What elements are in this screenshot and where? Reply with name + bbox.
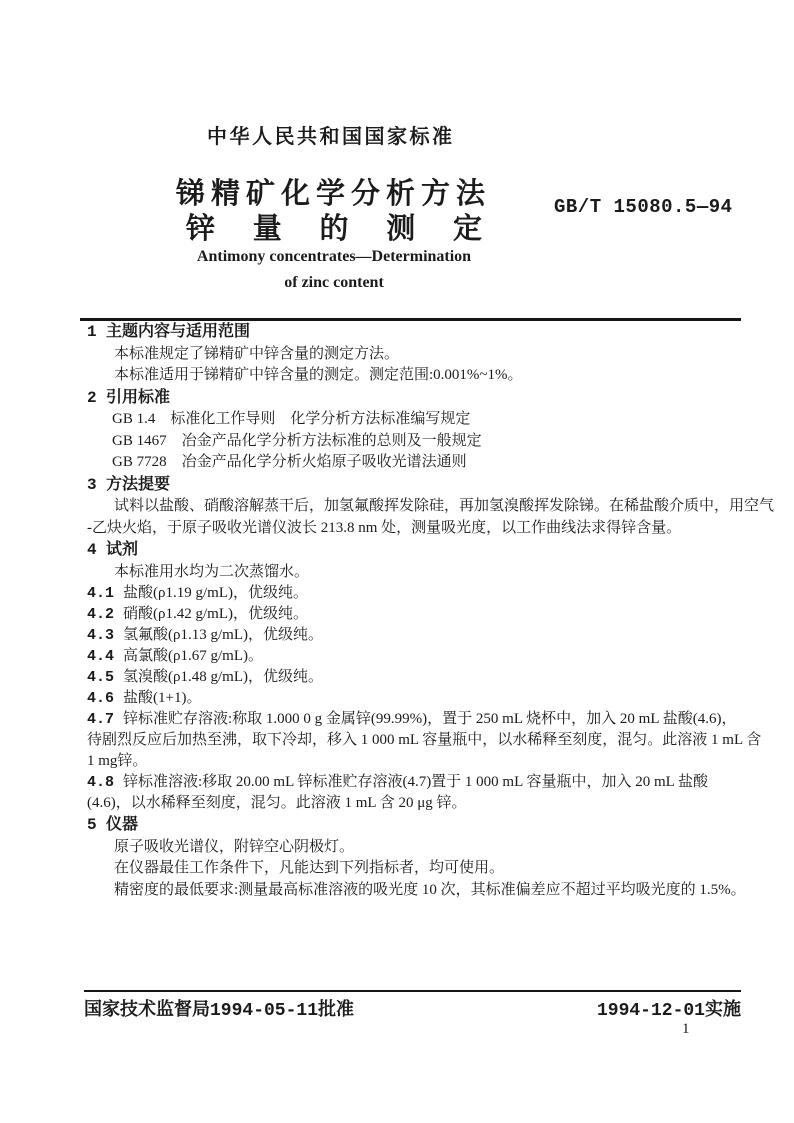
reagent-item: [87, 709, 747, 730]
item-number: 4.8: [87, 774, 115, 791]
paragraph-line: 精密度的最低要求:测量最高标准溶液的吸光度 10 次，其标准偏差应不超过平均吸光度的 1.5%。: [114, 881, 746, 898]
paragraph-line: 原子吸收光谱仪，附锌空心阴极灯。: [114, 838, 355, 855]
english-title-line2: of zinc content: [284, 274, 384, 291]
item-number: 4.5: [87, 669, 115, 686]
reagent-item-continuation: 1 mg锌。: [87, 753, 148, 769]
section-heading-text: 引用标准: [106, 388, 171, 406]
standard-code: GB/T 15080.5—94: [554, 196, 733, 218]
section-3-heading: [87, 474, 747, 497]
paragraph-line: -乙炔火焰，于原子吸收光谱仪波长 213.8 nm 处，测量吸光度，以工作曲线法求得锌含量。: [87, 519, 682, 536]
item-text: 锌标准溶液:移取 20.00 mL 锌标准贮存溶液(4.7)置于 1 000 mL 容量瓶中，加入 20 mL 盐酸: [123, 774, 708, 790]
approval-authority-date: 国家技术监督局1994-05-11批准: [84, 1001, 355, 1021]
document-title-line2: [186, 206, 482, 247]
paragraph-line: 本标准规定了锑精矿中锌含量的测定方法。: [114, 345, 400, 362]
paragraph-line: 本标准适用于锑精矿中锌含量的测定。测定范围:0.001%~1%。: [114, 367, 523, 383]
reagent-item: [87, 583, 747, 604]
section-1-content: [87, 344, 747, 387]
item-text: 盐酸(1+1)。: [123, 690, 202, 706]
section-number: 1: [87, 323, 97, 341]
reagent-item: [87, 772, 747, 793]
title-char: 测: [386, 213, 416, 245]
item-text: 硝酸(ρ1.42 g/mL)，优级纯。: [123, 606, 308, 622]
item-text: 氢氟酸(ρ1.13 g/mL)，优级纯。: [123, 627, 323, 643]
item-text: 盐酸(ρ1.19 g/mL)，优级纯。: [123, 585, 308, 601]
national-standard-kicker: 中华人民共和国国家标准: [207, 126, 455, 148]
section-2-heading: [87, 387, 747, 410]
reagent-item: [87, 646, 747, 667]
document-body: [87, 321, 775, 901]
section-4-heading: [87, 539, 747, 562]
section-number: 4: [87, 541, 97, 559]
title-char: 量: [252, 213, 282, 245]
reference-line: GB 1467 冶金产品化学分析方法标准的总则及一般规定: [112, 432, 482, 449]
section-heading-text: 方法提要: [106, 475, 171, 493]
section-1-heading: [87, 321, 747, 344]
item-number: 4.6: [87, 690, 115, 707]
title-char: 的: [319, 213, 349, 245]
reagent-item: [87, 604, 747, 625]
item-number: 4.1: [87, 585, 115, 602]
paragraph-line: 试料以盐酸、硝酸溶解蒸干后，加氢氟酸挥发除硅，再加氢溴酸挥发除锑。在稀盐酸介质中，用空气: [114, 498, 775, 514]
paragraph-line: 在仪器最佳工作条件下，凡能达到下列指标者，均可使用。: [114, 860, 505, 876]
section-5-heading: [87, 814, 747, 837]
reference-line: GB 1.4 标准化工作导则 化学分析方法标准编写规定: [112, 411, 471, 427]
reagent-item: [87, 688, 747, 709]
section-heading-text: 仪器: [106, 816, 139, 833]
section-2-content: [87, 409, 747, 474]
section-4-intro: 本标准用水均为二次蒸馏水。: [114, 563, 310, 580]
item-text: 锌标准贮存溶液:称取 1.000 0 g 金属锌(99.99%)，置于 250 mL 烧杯中，加入 20 mL 盐酸(4.6)，: [123, 711, 737, 727]
footer-rule: [84, 990, 741, 992]
section-heading-text: 试剂: [106, 541, 139, 558]
reagent-item-continuation: 待剧烈反应后加热至沸，取下冷却，移入 1 000 mL 容量瓶中，以水稀释至刻度，混匀。此溶液 1 mL 含: [87, 732, 762, 748]
reagent-item: [87, 625, 747, 646]
section-3-content: [87, 496, 775, 539]
section-5-content: [87, 837, 747, 902]
item-number: 4.2: [87, 606, 115, 623]
section-number: 3: [87, 475, 97, 494]
english-title-line1: Antimony concentrates—Determination: [196, 248, 472, 265]
reagent-item-continuation: (4.6)，以水稀释至刻度，混匀。此溶液 1 mL 含 20 μg 锌。: [87, 795, 467, 811]
section-number: 2: [87, 388, 97, 407]
section-number: 5: [87, 816, 97, 834]
item-text: 高氯酸(ρ1.67 g/mL)。: [123, 648, 263, 664]
document-title-line1: 锑精矿化学分析方法: [176, 178, 492, 210]
item-number: 4.7: [87, 711, 115, 728]
page-number: 1: [682, 1021, 690, 1037]
item-number: 4.3: [87, 627, 115, 644]
item-number: 4.4: [87, 648, 115, 665]
implementation-date: 1994-12-01实施: [596, 1001, 741, 1021]
reference-line: GB 7728 冶金产品化学分析火焰原子吸收光谱法通则: [112, 454, 467, 470]
title-char: 锌: [186, 213, 216, 245]
reagent-item: [87, 667, 747, 688]
title-char: 定: [452, 213, 482, 245]
section-heading-text: 主题内容与适用范围: [106, 323, 251, 340]
item-text: 氢溴酸(ρ1.48 g/mL)，优级纯。: [123, 669, 323, 685]
